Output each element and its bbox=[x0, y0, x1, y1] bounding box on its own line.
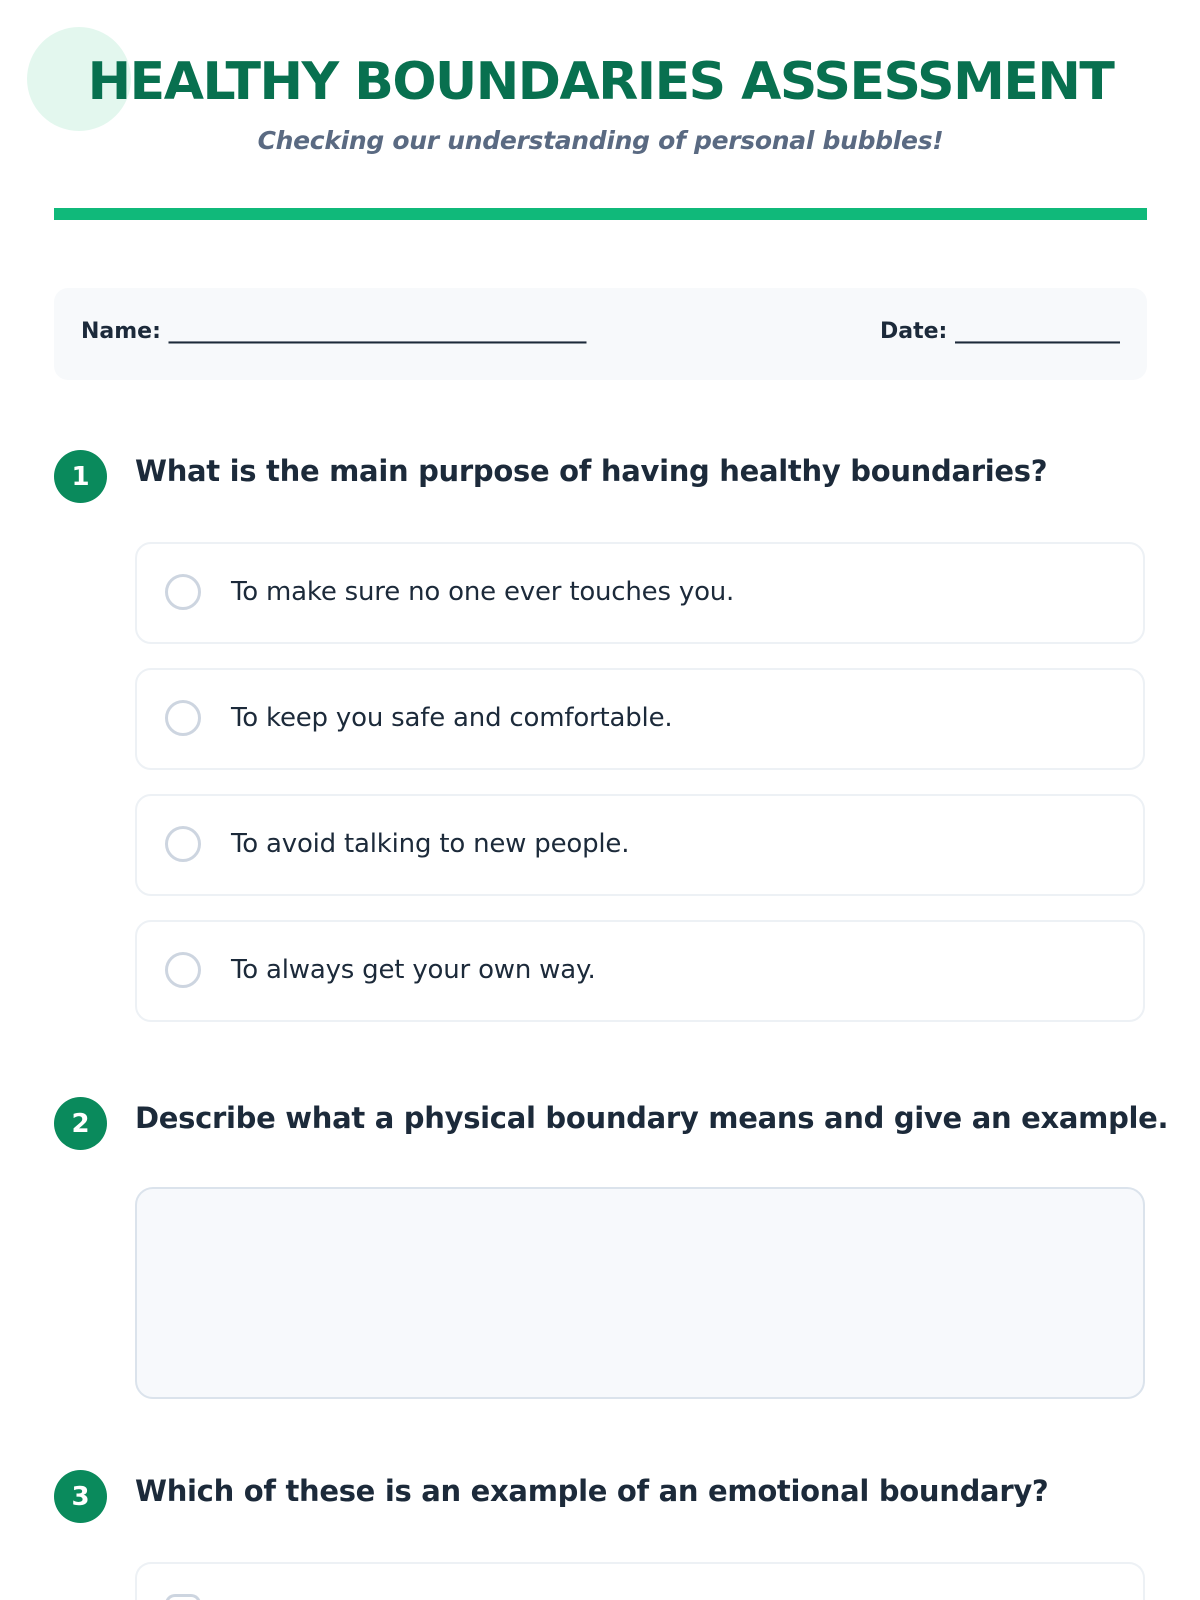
question-number-badge: 2 bbox=[54, 1097, 107, 1150]
student-info-box bbox=[54, 288, 1147, 380]
header-divider bbox=[54, 208, 1147, 220]
question-text: Which of these is an example of an emotional boundary? bbox=[135, 1474, 1049, 1508]
radio-button[interactable] bbox=[165, 1594, 201, 1600]
q1-option-c[interactable] bbox=[135, 794, 1145, 896]
name-field: Name: ______________________________________ bbox=[81, 319, 587, 344]
option-label: To keep you safe and comfortable. bbox=[231, 703, 673, 733]
question-3 bbox=[54, 1470, 1147, 1600]
radio-button[interactable] bbox=[165, 700, 201, 736]
q1-option-d[interactable] bbox=[135, 920, 1145, 1022]
answer-textarea[interactable] bbox=[135, 1187, 1145, 1399]
question-2 bbox=[54, 1097, 1169, 1397]
q1-option-a[interactable] bbox=[135, 542, 1145, 644]
q1-option-b[interactable] bbox=[135, 668, 1145, 770]
option-label: To always get your own way. bbox=[231, 955, 596, 985]
question-number-badge: 3 bbox=[54, 1470, 107, 1523]
option-label: To make sure no one ever touches you. bbox=[231, 577, 735, 607]
radio-button[interactable] bbox=[165, 574, 201, 610]
question-text: Describe what a physical boundary means and give an example. bbox=[135, 1101, 1169, 1135]
radio-button[interactable] bbox=[165, 826, 201, 862]
page-subtitle: Checking our understanding of personal bubbles! bbox=[257, 126, 944, 155]
question-1 bbox=[54, 450, 1147, 1010]
date-field: Date: _______________ bbox=[879, 319, 1120, 344]
question-number-badge: 1 bbox=[54, 450, 107, 503]
q3-option-a[interactable] bbox=[135, 1562, 1145, 1600]
page-title: HEALTHY BOUNDARIES ASSESSMENT bbox=[87, 52, 1114, 112]
question-text: What is the main purpose of having healthy boundaries? bbox=[135, 454, 1048, 488]
radio-button[interactable] bbox=[165, 952, 201, 988]
option-label: To avoid talking to new people. bbox=[231, 829, 630, 859]
